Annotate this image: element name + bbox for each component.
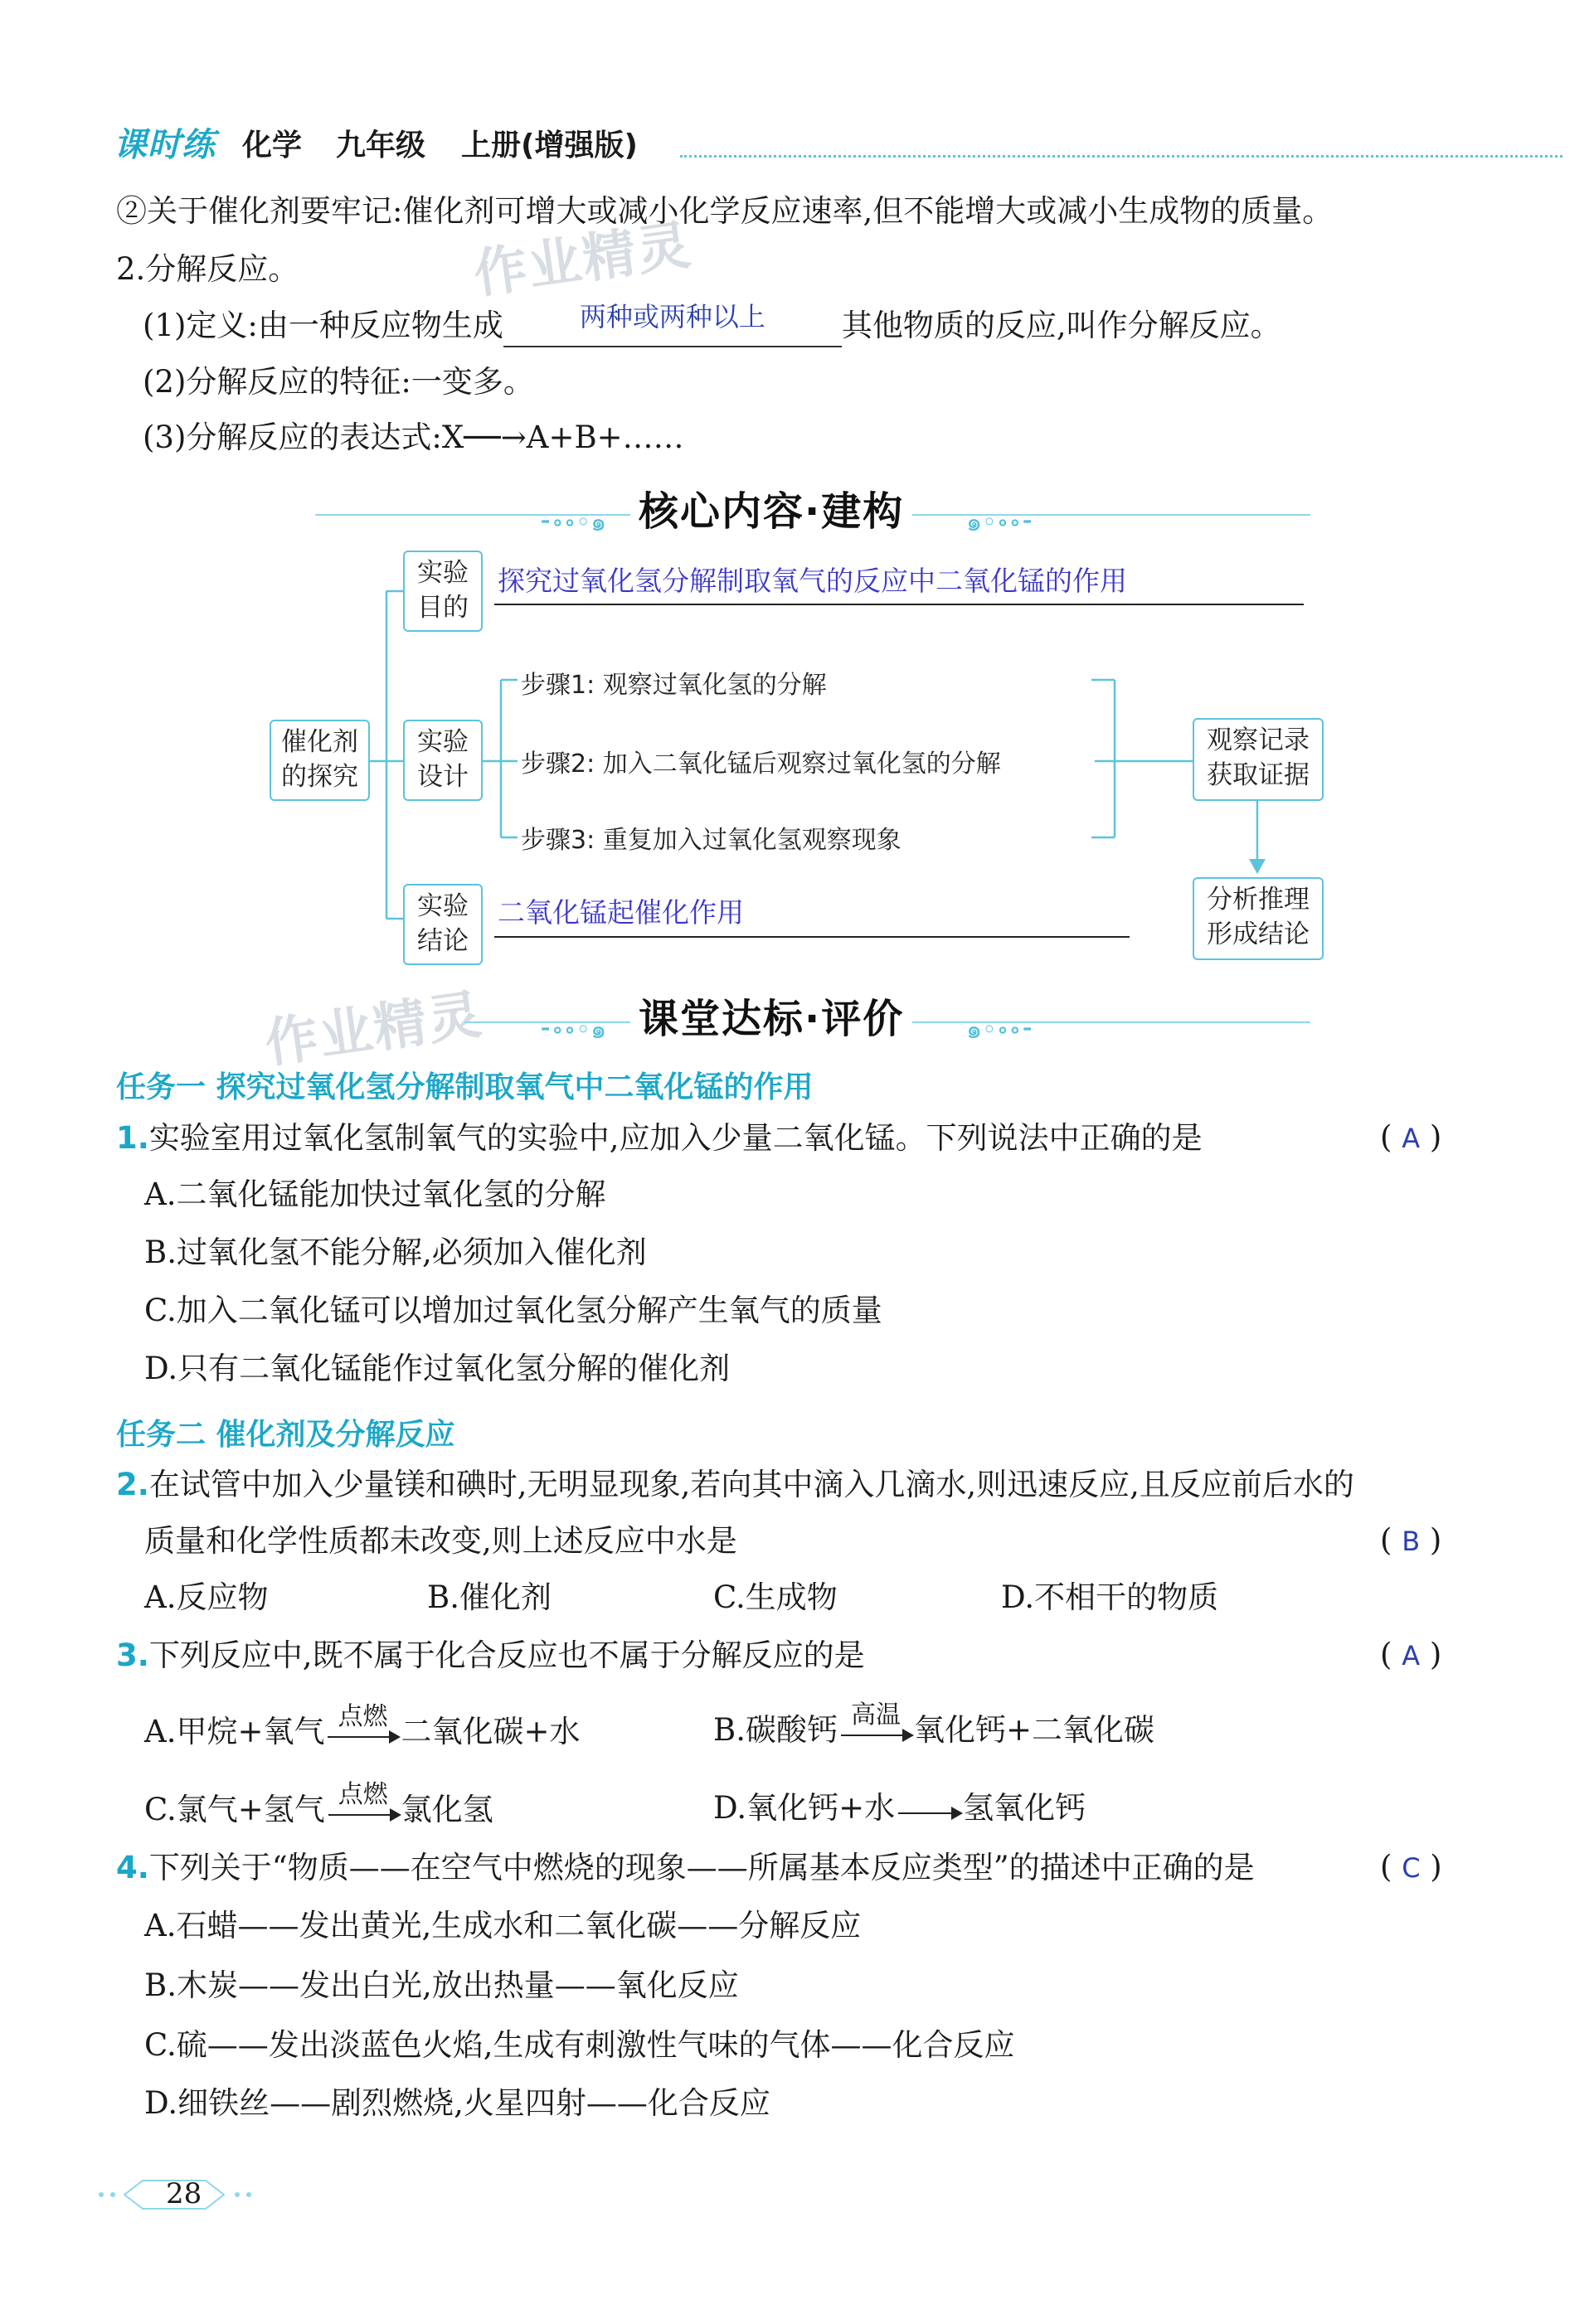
section2-title: 课堂达标·评价 <box>630 987 912 1044</box>
q1-option-c: C.加入二氧化锰可以增加过氧化氢分解产生氧气的质量 <box>144 1293 882 1328</box>
q3-b-reactants: B.碳酸钙 <box>713 1712 838 1748</box>
q2-option-b: B.催化剂 <box>427 1579 552 1615</box>
q3-c-reactants: C.氯气+氢气 <box>144 1792 325 1827</box>
q2-stem-line1 <box>116 1466 1354 1504</box>
q1-stem <box>116 1119 1203 1157</box>
q1-option-d: D.只有二氧化锰能作过氧化氢分解的催化剂 <box>144 1351 731 1386</box>
purpose-box <box>403 551 483 632</box>
q3-stem-text: 下列反应中,既不属于化合反应也不属于分解反应的是 <box>148 1637 865 1673</box>
reaction-arrow <box>838 1701 914 1749</box>
diagram-root-box <box>270 720 370 801</box>
page-number: 28 <box>166 2177 202 2210</box>
conclusion-box <box>403 884 483 965</box>
q4-number: 4. <box>116 1850 149 1885</box>
section2-right-ornament: ๑◦∘∘⁃ <box>966 1016 1034 1045</box>
reaction-arrow <box>325 1780 401 1829</box>
step3-text: 步骤3: 重复加入过氧化氢观察现象 <box>521 826 901 855</box>
q3-a-condition: 点燃 <box>338 1702 388 1731</box>
q3-number: 3. <box>116 1637 149 1673</box>
q3-c-products: 氯化氢 <box>401 1792 493 1827</box>
q1-number: 1. <box>116 1120 149 1156</box>
q2-option-c: C.生成物 <box>713 1579 838 1615</box>
q3-d-products: 氢氧化钙 <box>963 1790 1086 1826</box>
purpose-answer: 探究过氧化氢分解制取氧气的反应中二氧化锰的作用 <box>498 565 1127 597</box>
conclusion-answer: 二氧化锰起催化作用 <box>498 896 744 929</box>
section1-title: 核心内容·建构 <box>630 479 912 536</box>
feature-line: (2)分解反应的特征:一变多。 <box>143 364 534 400</box>
diagram-root-label: 催化剂的探究 <box>281 727 358 792</box>
q4-option-c: C.硫——发出淡蓝色火焰,生成有刺激性气味的气体——化合反应 <box>144 2027 1015 2063</box>
q1-answer-letter: A <box>1402 1123 1421 1154</box>
q3-a-products: 二氧化碳+水 <box>401 1714 581 1749</box>
definition-blank-answer: 两种或两种以上 <box>579 301 765 332</box>
watermark: 作业精灵 <box>469 214 696 306</box>
q3-option-d <box>713 1789 1086 1827</box>
q3-stem <box>116 1637 865 1675</box>
q3-d-reactants: D.氧化钙+水 <box>713 1790 896 1826</box>
definition-prefix: (1)定义:由一种反应物生成 <box>143 308 503 343</box>
section1-right-ornament: ๑◦∘∘⁃ <box>966 508 1034 537</box>
decomposition-heading: 2.分解反应。 <box>116 251 299 287</box>
conclusion-label: 实验结论 <box>417 891 469 956</box>
task2-title: 任务二 催化剂及分解反应 <box>116 1418 455 1452</box>
expression-line: (3)分解反应的表达式:X──→A+B+…… <box>143 420 684 455</box>
q1-stem-text: 实验室用过氧化氢制氧气的实验中,应加入少量二氧化锰。下列说法中正确的是 <box>148 1120 1203 1156</box>
q2-answer-letter: B <box>1402 1526 1421 1557</box>
q2-number: 2. <box>116 1467 149 1502</box>
q4-answer: ( C ) <box>1380 1849 1442 1885</box>
analyze-box <box>1193 877 1324 960</box>
brand-logo: 课时练 <box>114 126 216 164</box>
design-box <box>403 720 483 801</box>
q1-answer: ( A ) <box>1380 1119 1442 1155</box>
q3-answer: ( A ) <box>1380 1637 1442 1672</box>
q3-option-a <box>144 1702 581 1751</box>
q4-stem-text: 下列关于“物质——在空气中燃烧的现象——所属基本反应类型”的描述中正确的是 <box>148 1850 1255 1885</box>
purpose-label: 实验目的 <box>417 558 469 623</box>
analyze-label: 分析推理形成结论 <box>1207 885 1310 949</box>
q4-answer-letter: C <box>1402 1852 1421 1884</box>
q3-option-b <box>713 1701 1154 1749</box>
q3-b-condition: 高温 <box>850 1701 901 1730</box>
q4-stem <box>116 1849 1255 1887</box>
q3-c-condition: 点燃 <box>338 1780 388 1809</box>
observe-label: 观察记录获取证据 <box>1207 725 1310 790</box>
step2-text: 步骤2: 加入二氧化锰后观察过氧化氢的分解 <box>521 750 1001 779</box>
catalyst-note: ②关于催化剂要牢记:催化剂可增大或减小化学反应速率,但不能增大或减小生成物的质量。 <box>116 193 1334 229</box>
q2-answer: ( B ) <box>1380 1522 1442 1558</box>
q3-option-c <box>144 1780 493 1829</box>
q3-answer-letter: A <box>1402 1640 1421 1671</box>
definition-suffix: 其他物质的反应,叫作分解反应。 <box>841 308 1281 343</box>
watermark: 作业精灵 <box>260 983 487 1075</box>
q2-option-d: D.不相干的物质 <box>1001 1579 1219 1615</box>
q3-a-reactants: A.甲烷+氧气 <box>144 1714 325 1749</box>
task1-title: 任务一 探究过氧化氢分解制取氧气中二氧化锰的作用 <box>116 1070 814 1104</box>
observe-box <box>1193 718 1324 801</box>
q4-option-a: A.石蜡——发出黄光,生成水和二氧化碳——分解反应 <box>144 1908 862 1943</box>
q2-stem-line2: 质量和化学性质都未改变,则上述反应中水是 <box>144 1523 737 1559</box>
header-volume: 上册(增强版) <box>461 129 638 163</box>
header-grade: 九年级 <box>336 129 426 163</box>
q4-option-d: D.细铁丝——剧烈燃烧,火星四射——化合反应 <box>144 2085 770 2121</box>
design-label: 实验设计 <box>417 727 469 792</box>
q3-b-products: 氧化钙+二氧化碳 <box>913 1712 1154 1748</box>
section2-left-ornament: ⁃∘∘◦๑ <box>539 1016 607 1045</box>
q2-option-a: A.反应物 <box>144 1579 269 1615</box>
q1-option-a: A.二氧化锰能加快过氧化氢的分解 <box>144 1177 606 1212</box>
q1-option-b: B.过氧化氢不能分解,必须加入催化剂 <box>144 1235 647 1270</box>
step1-text: 步骤1: 观察过氧化氢的分解 <box>521 671 827 700</box>
reaction-arrow <box>324 1702 401 1751</box>
header-subject: 化学 <box>242 129 303 163</box>
q4-option-b: B.木炭——发出白光,放出热量——氧化反应 <box>144 1967 739 2003</box>
section1-left-ornament: ⁃∘∘◦๑ <box>539 508 607 537</box>
q2-stem-text1: 在试管中加入少量镁和碘时,无明显现象,若向其中滴入几滴水,则迅速反应,且反应前后水的 <box>148 1467 1354 1502</box>
reaction-arrow <box>895 1789 963 1827</box>
